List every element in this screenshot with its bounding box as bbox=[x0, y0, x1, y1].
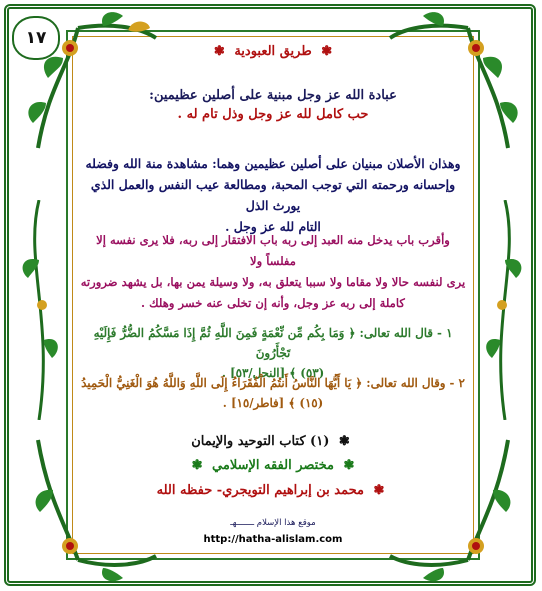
page-number-badge: ١٧ bbox=[12, 16, 60, 60]
flower-star-icon: ❃ bbox=[191, 458, 203, 473]
site-label: موقع هذا الإسلام ـــــــهـ bbox=[230, 518, 316, 528]
book-series bbox=[80, 458, 466, 473]
book-title: (١) كتاب التوحيد والإيمان bbox=[191, 434, 330, 449]
paragraph-line: وأقرب باب يدخل منه العبد إلى ربه باب الافتقار إلى ربه، فلا يرى نفسه إلا مفلساً ولا bbox=[96, 233, 450, 268]
quran-verse-2 bbox=[80, 373, 466, 413]
intro-paragraph bbox=[80, 88, 466, 122]
series-title: مختصر الفقه الإسلامي bbox=[212, 458, 334, 473]
intro-line-highlight: حب كامل لله عز وجل وذل تام له . bbox=[177, 107, 369, 122]
paragraph-line: وهذان الأصلان مبنيان على أصلين عظيمين وهما: مشاهدة منة الله وفضله bbox=[85, 156, 461, 171]
paragraph-line: يرى لنفسه حالا ولا مقاما ولا سببا يتعلق به، ولا وسيلة يمن بها، بل يشهد ضرورته bbox=[80, 275, 466, 289]
paragraph-line: وإحسانه ورحمته التي توجب المحبة، ومطالعة عيب النفس والعمل الذي يورث الذل bbox=[90, 177, 456, 213]
verse-line: ١ - قال الله تعالى: ﴿ وَمَا بِكُم مِّن نِّعْمَةٍ فَمِنَ اللَّهِ ثُمَّ إِذَا مَسَّكُمُ الضُّرُّ فَإِلَيْهِ تَجْأَرُونَ bbox=[93, 326, 453, 360]
foundations-paragraph bbox=[80, 153, 466, 237]
author-line bbox=[80, 483, 466, 498]
paragraph-line: كاملة إلى ربه عز وجل، وأنه إن تخلى عنه خسر وهلك . bbox=[141, 296, 405, 310]
flower-star-icon: ❃ bbox=[213, 44, 225, 59]
intro-line: عبادة الله عز وجل مبنية على أصلين عظيمين: bbox=[149, 88, 397, 103]
verse-reference: (٥٣) ﴾ [النحل/٥٣] . bbox=[221, 366, 325, 380]
left-side-vine-ornament bbox=[14, 200, 64, 420]
page-title bbox=[80, 44, 466, 59]
flower-star-icon: ❃ bbox=[373, 483, 385, 498]
verse-line: ٢ - وقال الله تعالى: ﴿ يَا أَيُّهَا النَّاسُ أَنتُمُ الْفُقَرَاءُ إِلَى اللَّهِ وَاللَّهُ هُوَ الْغَنِيُّ الْحَمِيدُ bbox=[81, 376, 465, 390]
flower-star-icon: ❃ bbox=[343, 458, 355, 473]
need-paragraph bbox=[80, 230, 466, 314]
verse-reference: (١٥) ﴾ [فاطر/١٥] . bbox=[222, 396, 324, 410]
flower-star-icon: ❃ bbox=[338, 434, 350, 449]
title-text: طريق العبودية bbox=[234, 44, 312, 59]
site-url-link[interactable]: http://hatha-alislam.com bbox=[203, 534, 343, 545]
author-name: محمد بن إبراهيم التويجري- حفظه الله bbox=[156, 483, 364, 498]
paragraph-line: التام لله عز وجل . bbox=[225, 219, 321, 234]
book-reference bbox=[80, 434, 466, 449]
flower-star-icon: ❃ bbox=[321, 44, 333, 59]
right-side-vine-ornament bbox=[480, 200, 530, 420]
page-content bbox=[80, 40, 466, 550]
